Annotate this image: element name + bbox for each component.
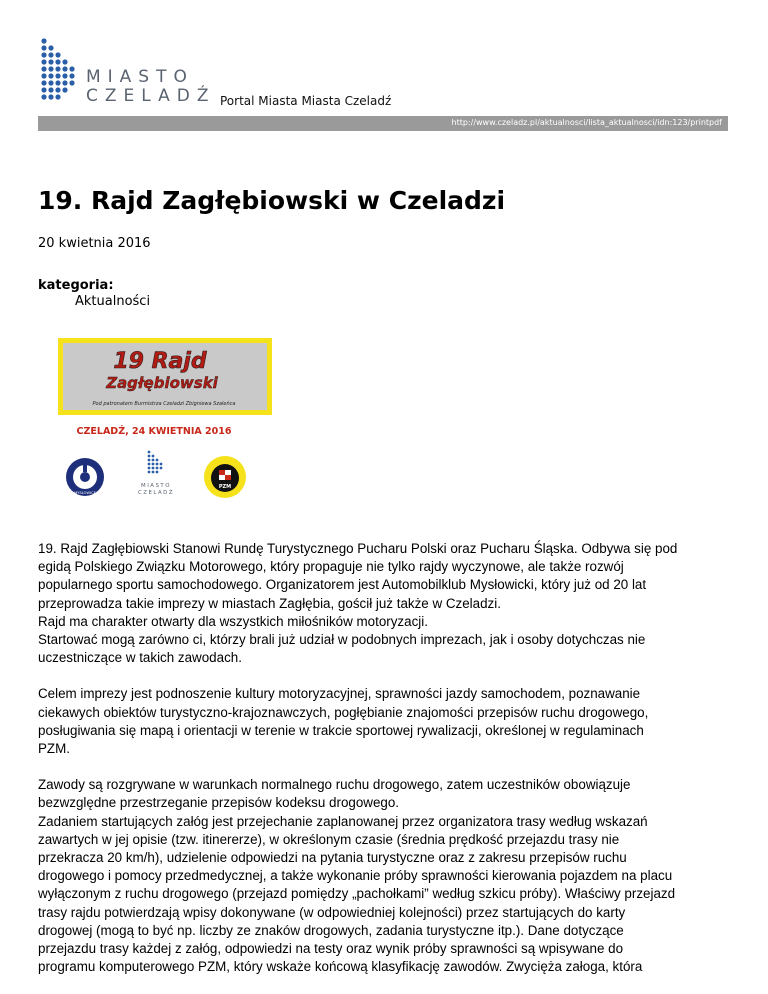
category-value: Aktualności [75, 294, 151, 309]
automobilklub-logo-text: MYSŁOWICE [74, 491, 96, 495]
category-label: kategoria: [38, 278, 114, 293]
city-logo-icon [38, 38, 78, 104]
logo-line-2: CZELADŹ [86, 86, 216, 106]
paragraph-line: przeprowadza takie imprezy w miastach Zagłębia, gościł już także w Czeladzi. [38, 595, 501, 611]
paragraph-line: bezwzględne przestrzeganie przepisów kodeksu drogowego. [38, 795, 400, 811]
poster-title-line2: Zagłębiowski [106, 374, 218, 392]
paragraph-line: PZM. [38, 741, 70, 757]
paragraph-line: posługiwania się mapą i orientacji w terenie w trakcie sportowej rywalizacji, określonej w regulaminach [38, 722, 644, 738]
automobilklub-logo-icon [66, 458, 104, 496]
pzm-logo-icon [204, 456, 246, 498]
paragraph-line: egidą Polskiego Związku Motorowego, który propaguje nie tylko rajdy wyczynowe, ale także rozwój [38, 559, 624, 575]
poster-patronage: Pod patronatem Burmistrza Czeladzi Zbigniewa Szaleńca [92, 401, 236, 407]
poster-date: CZELADŹ, 24 KWIETNIA 2016 [76, 426, 232, 437]
paragraph-line: Zadaniem startujących załóg jest przejechanie zaplanowanej przez organizatora trasy według wskazań [38, 813, 648, 829]
paragraph-line: przejazdu trasy każdej z załóg, odpowiedzi na testy oraz wynik próby sprawności są wpisywane do [38, 941, 624, 957]
paragraph-line: 19. Rajd Zagłębiowski Stanowi Rundę Turystycznego Pucharu Polski oraz Pucharu Śląska. Odbywa się pod [38, 541, 678, 556]
paragraph-line: Startować mogą zarówno ci, którzy brali już udział w podobnych imprezach, jak i osoby dotychczas nie [38, 632, 646, 648]
page-url: http://www.czeladz.pl/aktualnosci/lista_aktualnosci/idn:123/printpdf [451, 118, 722, 127]
paragraph-line: wyłączonym z ruchu drogowego (przejazd pomiędzy „pachołkami” według szkicu próby). Właściwy przejazd [38, 886, 676, 902]
rally-poster-image [38, 335, 273, 510]
paragraph-line: Zawody są rozgrywane w warunkach normalnego ruchu drogowego, zatem uczestników obowiązuje [38, 777, 631, 793]
paragraph-line: programu komputerowego PZM, który wskaże końcową klasyfikację zawodów. Zwycięża załoga, która [38, 959, 643, 975]
poster-title-line1: 19 Rajd [113, 349, 207, 374]
poster-city-logo-line2: CZELADŹ [137, 490, 175, 496]
portal-name: Portal Miasta Miasta Czeladź [220, 94, 392, 108]
paragraph-line: Celem imprezy jest podnoszenie kultury motoryzacyjnej, sprawności jazdy samochodem, poznawanie [38, 686, 641, 702]
article-paragraph-2 [38, 685, 738, 758]
paragraph-line: trasy rajdu potwierdzają wpisy dokonywane (w odpowiedniej kolejności) przez startujących do karty [38, 904, 626, 920]
article-date: 20 kwietnia 2016 [38, 236, 151, 251]
paragraph-line: popularnego sportu samochodowego. Organizatorem jest Automobilklub Mysłowicki, który już od 20 lat [38, 577, 647, 593]
url-bar [38, 116, 728, 131]
paragraph-line: drogowego i pomocy przedmedycznej, a także wykonanie próby sprawności kierowania pojazdem na placu [38, 868, 673, 884]
logo-line-1: MIASTO [86, 67, 194, 87]
article-paragraph-3 [38, 776, 738, 976]
article-body [38, 540, 738, 994]
paragraph-line: przekracza 20 km/h), udzielenie odpowiedzi na pytania turystyczne oraz z zakresu przepisów ruchu [38, 850, 627, 866]
paragraph-line: uczestniczące w takich zawodach. [38, 650, 242, 666]
paragraph-line: ciekawych obiektów turystyczno-krajoznawczych, pogłębianie znajomości przepisów ruchu drogowego, [38, 704, 649, 720]
site-header [38, 38, 728, 110]
article-title: 19. Rajd Zagłębiowski w Czeladzi [38, 186, 506, 215]
paragraph-line: zawartych w jej opisie (tzw. itinererze), w określonym czasie (średnia prędkość przejazdu trasy nie [38, 831, 620, 847]
pzm-logo-text: PZM [218, 484, 232, 490]
city-logo-text [86, 68, 215, 106]
paragraph-line: drogowej (mogą to być np. liczby ze znaków drogowych, zadania turystyczne itp.). Dane dotyczące [38, 922, 624, 938]
article-paragraph-1 [38, 540, 738, 667]
poster-city-logo-line1: MIASTO [141, 483, 171, 489]
paragraph-line: Rajd ma charakter otwarty dla wszystkich miłośników motoryzacji. [38, 613, 428, 629]
